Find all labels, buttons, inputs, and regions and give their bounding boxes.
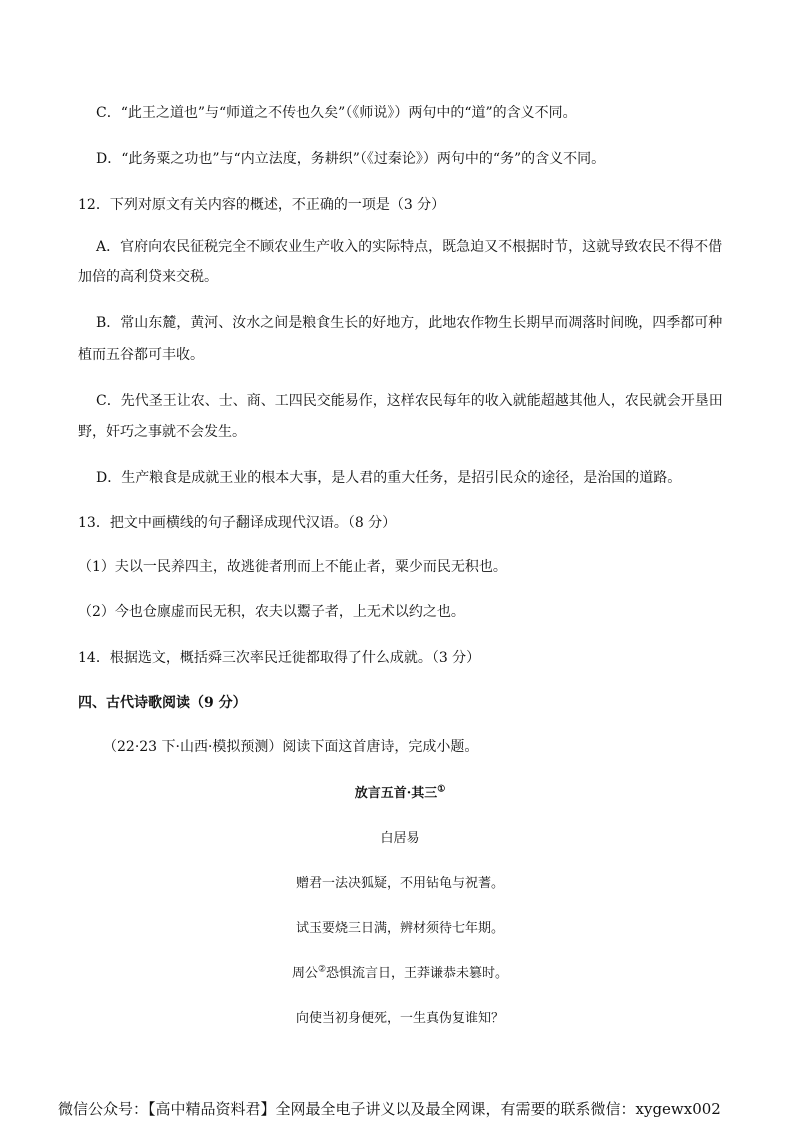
q14-stem: 14．根据选文，概括舜三次率民迁徙都取得了什么成就。（3 分） — [78, 650, 481, 666]
poem-author: 白居易 — [380, 831, 420, 846]
q13-stem: 13．把文中画横线的句子翻译成现代汉语。（8 分） — [78, 515, 397, 531]
q12-option-c-line2: 野，奸巧之事就不会发生。 — [78, 424, 246, 440]
poem-line-3-footnote-mark: ② — [317, 964, 327, 975]
poem-line-3-end: 恐惧流言日，王莽谦恭未篡时。 — [326, 966, 509, 981]
footer-watermark: 微信公众号：【高中精品资料君】全网最全电子讲义以及最全网课，有需要的联系微信：xygewx002 — [58, 1100, 721, 1118]
poem-line-1: 赠君一法决狐疑，不用钻龟与祝蓍。 — [295, 876, 504, 891]
poem-title-footnote-mark: ① — [437, 784, 446, 795]
poem-title-text: 放言五首·其三 — [354, 786, 438, 801]
poem-line-3-start: 周公 — [291, 966, 318, 981]
poem-line-3 — [0, 962, 800, 981]
section4-heading: 四、古代诗歌阅读（9 分） — [78, 695, 247, 711]
q13-sentence-1: （1）夫以一民养四主，故逃徙者刑而上不能止者，粟少而民无积也。 — [78, 559, 507, 575]
poem-title — [0, 782, 800, 801]
q12-option-a-line2: 加倍的高利贷来交税。 — [78, 269, 218, 285]
q11-option-c: C．“此王之道也”与“师道之不传也久矣”（《师说》）两句中的“道”的含义不同。 — [96, 105, 577, 121]
q12-option-a-line1: A．官府向农民征税完全不顾农业生产收入的实际特点，既急迫又不根据时节，这就导致农民不得不借 — [96, 239, 723, 255]
q12-option-c-line1: C．先代圣王让农、士、商、工四民交能易作，这样农民每年的收入就能超越其他人，农民就会开垦田 — [96, 393, 723, 409]
q12-stem: 12．下列对原文有关内容的概述，不正确的一项是（3 分） — [78, 197, 446, 213]
poem-line-4: 向使当初身便死，一生真伪复谁知？ — [295, 1011, 504, 1026]
q12-option-b-line2: 植而五谷都可丰收。 — [78, 347, 204, 363]
q11-option-d: D．“此务粟之功也”与“内立法度，务耕织”（《过秦论》）两句中的“务”的含义不同。 — [96, 151, 606, 167]
section4-intro: （22·23 下·山西·模拟预测）阅读下面这首唐诗，完成小题。 — [103, 739, 479, 755]
q12-option-d: D．生产粮食是成就王业的根本大事，是人君的重大任务，是招引民众的途径，是治国的道路。 — [96, 470, 682, 486]
q13-sentence-2: （2）今也仓廪虚而民无积，农夫以鬻子者，上无术以约之也。 — [78, 604, 465, 620]
q12-option-b-line1: B．常山东麓，黄河、汝水之间是粮食生长的好地方，此地农作物生长期早而凋落时间晚，四季都可种 — [96, 315, 723, 331]
poem-line-2: 试玉要烧三日满，辨材须待七年期。 — [295, 921, 504, 936]
